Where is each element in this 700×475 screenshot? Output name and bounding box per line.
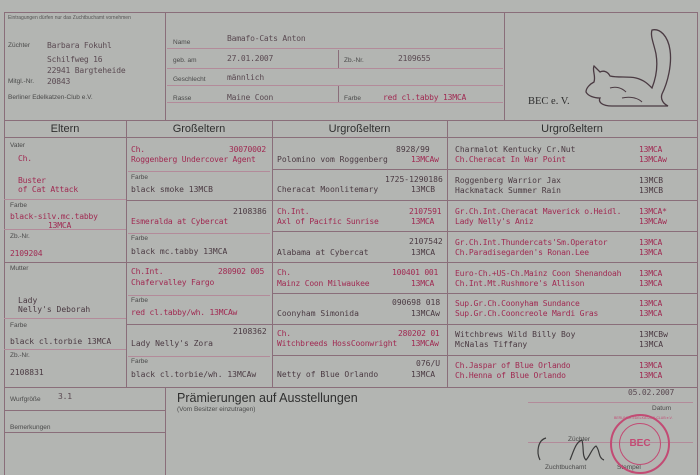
- gggp4-name: Hackmatack Summer Rain: [455, 186, 561, 195]
- gggp9-name: Euro-Ch.+US-Ch.Mainz Coon Shenandoah: [455, 269, 622, 278]
- ggp4-number: 2107542: [409, 237, 443, 246]
- col-header-eltern: Eltern: [50, 123, 80, 135]
- mother-zb: 2108831: [10, 368, 44, 377]
- gp4-name: Lady Nelly's Zora: [131, 339, 213, 348]
- ggp7-name: Witchbreeds HossCoonwright: [277, 339, 398, 348]
- gggp14-name: McNalas Tiffany: [455, 340, 528, 349]
- gp1-color: black smoke 13MCB: [131, 185, 213, 194]
- sex-label: Geschlecht: [173, 76, 206, 83]
- gggp13-name: Witchbrews Wild Billy Boy: [455, 330, 576, 339]
- ggp2-number: 1725-1290186: [385, 175, 443, 184]
- litter-size-label: Wurfgröße: [10, 396, 41, 403]
- father-color-label: Farbe: [10, 202, 27, 209]
- birth-label: geb. am: [173, 57, 197, 64]
- gggp7-name: Gr.Ch.Int.Thundercats'Sm.Operator: [455, 238, 608, 247]
- col-header-urgrosseltern: Urgroßeltern: [328, 123, 391, 135]
- gp3-color-label: Farbe: [131, 297, 148, 304]
- ggp7-code: 13MCAw: [411, 339, 439, 348]
- stamp-ring-text: BERLINER EDELKATZEN-CLUB e.V.: [614, 416, 673, 420]
- gp1-title: Ch.: [131, 145, 145, 154]
- mother-label: Mutter: [10, 265, 29, 272]
- ggp3-number: 2107591: [409, 207, 442, 216]
- gggp3-code: 13MCB: [639, 176, 664, 185]
- col-header-ururgrosseltern: Urgroßeltern: [541, 123, 603, 135]
- gggp11-name: Sup.Gr.Ch.Coonyham Sundance: [455, 299, 580, 308]
- gp1-name: Roggenberg Undercover Agent: [131, 155, 256, 164]
- gggp8-name: Ch.Paradisegarden's Ronan.Lee: [455, 248, 589, 257]
- gggp15-name: Ch.Jaspar of Blue Orlando: [455, 361, 571, 370]
- gp2-color: black mc.tabby 13MCA: [131, 247, 228, 256]
- breeder-street: Schilfweg 16: [47, 55, 103, 64]
- stamp-text: BEC: [629, 438, 651, 449]
- gggp16-name: Ch.Henna of Blue Orlando: [455, 371, 566, 380]
- gggp6-name: Lady Nelly's Aniz: [455, 217, 534, 226]
- gggp11-code: 13MCA: [639, 299, 663, 308]
- gggp10-code: 13MCA: [639, 279, 663, 288]
- ggp1-code: 13MCAw: [411, 155, 439, 164]
- ggp6-number: 090698 018: [392, 298, 441, 307]
- signature-icon: [530, 430, 610, 464]
- gggp13-code: 13MCBw: [639, 330, 668, 339]
- ggp2-name: Cheracat Moonlitemary: [277, 185, 379, 194]
- father-label: Vater: [10, 142, 26, 149]
- gp4-number: 2108362: [233, 327, 267, 336]
- cat-name: Bamafo-Cats Anton: [227, 34, 306, 43]
- name-label: Name: [173, 39, 191, 46]
- mother-name-1: Lady: [18, 296, 38, 305]
- registry-label: Zuchtbuchamt: [545, 464, 587, 471]
- father-name-2: of Cat Attack: [18, 185, 79, 194]
- cat-sex: männlich: [227, 73, 264, 82]
- gp1-number: 30070002: [229, 145, 266, 154]
- gp3-color: red cl.tabby/wh. 13MCAw: [131, 308, 238, 317]
- gggp1-code: 13MCA: [639, 145, 663, 154]
- gp3-title: Ch.Int.: [131, 267, 164, 276]
- gggp12-name: Sup.Gr.Ch.Cooncreole Mardi Gras: [455, 309, 599, 318]
- gggp12-code: 13MCA: [639, 309, 663, 318]
- ggp3-title: Ch.Int.: [277, 207, 310, 216]
- ggp7-title: Ch.: [277, 329, 291, 338]
- breeder-name: Barbara Fokuhl: [47, 41, 112, 50]
- ggp3-name: Axl of Pacific Sunrise: [277, 217, 379, 226]
- father-title: Ch.: [18, 154, 32, 163]
- breeder-label: Züchter: [8, 42, 31, 49]
- ggp5-number: 100401 001: [392, 268, 439, 277]
- mother-name-2: Nelly's Deborah: [18, 305, 91, 314]
- breeder-city: 22941 Bargteheide: [47, 66, 126, 75]
- ggp5-title: Ch.: [277, 268, 291, 277]
- breeder-sign-label: Züchter: [568, 436, 591, 443]
- birth-date: 27.01.2007: [227, 54, 274, 63]
- litter-size: 3.1: [58, 392, 72, 401]
- ggp8-number: 076/U: [416, 359, 441, 368]
- father-zb: 2109204: [10, 249, 43, 258]
- gp4-color: black cl.torbie/wh. 13MCAw: [131, 370, 257, 379]
- gggp6-code: 13MCAw: [639, 217, 667, 226]
- cat-breed: Maine Coon: [227, 93, 274, 102]
- color-label: Farbe: [344, 95, 361, 102]
- mother-zb-label: Zb.-Nr.: [10, 352, 30, 359]
- stamp-label: Stempel: [617, 464, 641, 471]
- gggp14-code: 13MCA: [639, 340, 664, 349]
- father-name-1: Buster: [18, 176, 46, 185]
- mother-color-label: Farbe: [10, 322, 27, 329]
- father-zb-label: Zb.-Nr.: [10, 233, 30, 240]
- ggp5-code: 13MCA: [411, 279, 435, 288]
- ggp1-name: Polomino vom Roggenberg: [277, 155, 388, 164]
- gp1-color-label: Farbe: [131, 174, 148, 181]
- father-color-code: 13MCA: [48, 221, 72, 230]
- header-note: Eintragungen dürfen nur das Zuchtbuchamt vornehmen: [8, 15, 131, 21]
- gggp8-code: 13MCA: [639, 248, 663, 257]
- gggp2-code: 13MCAw: [639, 155, 667, 164]
- awards-subtitle: (Vom Besitzer einzutragen): [177, 406, 256, 413]
- remarks-label: Bemerkungen: [10, 424, 51, 431]
- gggp5-code: 13MCA*: [639, 207, 667, 216]
- club-name: Berliner Edelkatzen-Club e.V.: [8, 94, 93, 101]
- ggp6-code: 13MCAw: [411, 309, 440, 318]
- gggp3-name: Roggenberg Warrior Jax: [455, 176, 561, 185]
- gggp2-name: Ch.Cheracat In War Point: [455, 155, 566, 164]
- gggp10-name: Ch.Int.Mt.Rushmore's Allison: [455, 279, 585, 288]
- col-header-grosseltern: Großeltern: [172, 123, 226, 135]
- ggp8-code: 13MCA: [411, 370, 436, 379]
- ggp2-code: 13MCB: [411, 185, 436, 194]
- gggp15-code: 13MCA: [639, 361, 663, 370]
- father-color: black-silv.mc.tabby: [10, 212, 98, 221]
- ggp3-code: 13MCA: [411, 217, 435, 226]
- ggp6-name: Coonyham Simonida: [277, 309, 359, 318]
- zb-label: Zb.-Nr.: [344, 57, 364, 64]
- gggp4-code: 13MCB: [639, 186, 664, 195]
- cat-logo-icon: [582, 26, 678, 110]
- gp2-color-label: Farbe: [131, 235, 148, 242]
- awards-title: Prämierungen auf Ausstellungen: [177, 391, 358, 405]
- ggp4-name: Alabama at Cybercat: [277, 248, 369, 257]
- issue-date: 05.02.2007: [628, 388, 675, 397]
- club-stamp-icon: [610, 414, 673, 474]
- gggp16-code: 13MCA: [639, 371, 663, 380]
- gggp1-name: Charmalot Kentucky Cr.Nut: [455, 145, 576, 154]
- member-label: Mitgl.-Nr.: [8, 78, 34, 85]
- club-logo-text: BEC e. V.: [528, 96, 570, 107]
- ggp7-number: 280202 01: [398, 329, 440, 338]
- gp4-color-label: Farbe: [131, 358, 148, 365]
- gggp5-name: Gr.Ch.Int.Cheracat Maverick o.Heidl.: [455, 207, 622, 216]
- ggp1-number: 8928/99: [396, 145, 430, 154]
- gp3-name: Chafervalley Fargo: [131, 278, 215, 287]
- gp2-name: Esmeralda at Cybercat: [131, 217, 228, 226]
- ggp8-name: Netty of Blue Orlando: [277, 370, 379, 379]
- gggp9-code: 13MCA: [639, 269, 663, 278]
- ggp5-name: Mainz Coon Milwaukee: [277, 279, 370, 288]
- mother-color: black cl.torbie 13MCA: [10, 337, 112, 346]
- ggp4-code: 13MCA: [411, 248, 436, 257]
- gggp7-code: 13MCA: [639, 238, 663, 247]
- breed-label: Rasse: [173, 95, 192, 102]
- cat-color: red cl.tabby 13MCA: [383, 93, 467, 102]
- date-label: Datum: [652, 405, 672, 412]
- gp3-number: 280902 005: [218, 267, 265, 276]
- zb-number: 2109655: [398, 54, 431, 63]
- member-number: 20843: [47, 77, 71, 86]
- gp2-number: 2108386: [233, 207, 267, 216]
